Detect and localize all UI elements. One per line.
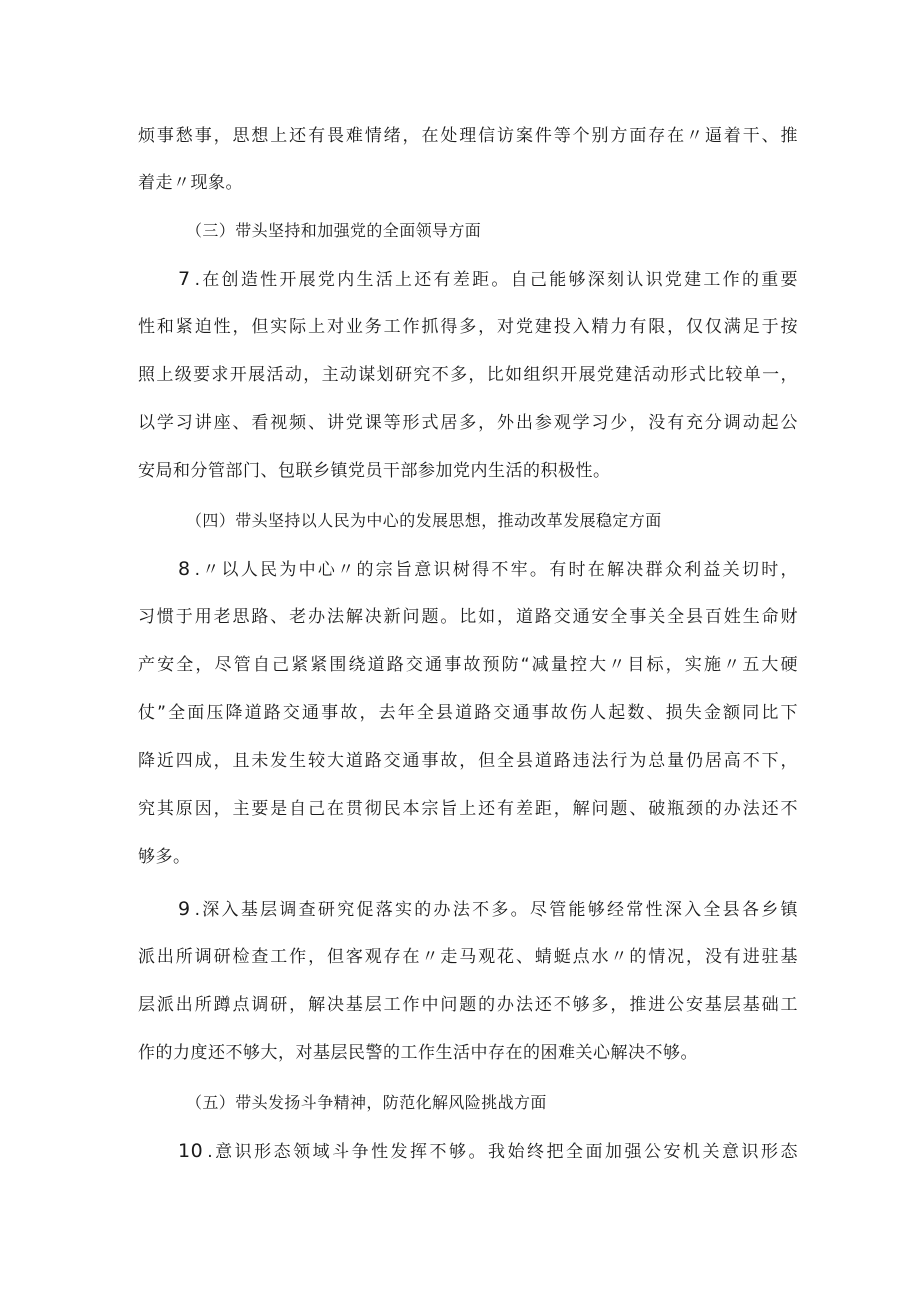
- paragraph-line: 烦事愁事，思想上还有畏难情绪，在处理信访案件等个别方面存在〃逼着干、推: [138, 126, 798, 146]
- paragraph-line: 究其原因，主要是自己在贯彻民本宗旨上还有差距，解问题、破瓶颈的办法还不: [138, 799, 798, 819]
- item-number: 9: [178, 898, 191, 920]
- section-heading: （五）带头发扬斗争精神，防范化解风险挑战方面: [186, 1093, 547, 1112]
- paragraph-line: 作的力度还不够大，对基层民警的工作生活中存在的困难关心解决不够。: [138, 1043, 698, 1063]
- paragraph-line: 7 .在创造性开展党内生活上还有差距。自己能够深刻认识党建工作的重要: [178, 268, 798, 290]
- paragraph-line: 降近四成，且未发生较大道路交通事故，但全县道路违法行为总量仍居高不下，: [138, 751, 798, 771]
- section-heading: （三）带头坚持和加强党的全面领导方面: [186, 221, 482, 240]
- paragraph-line: 着走〃现象。: [138, 173, 243, 193]
- paragraph-line: 照上级要求开展活动，主动谋划研究不多，比如组织开展党建活动形式比较单一，: [138, 365, 798, 385]
- paragraph-line: 层派出所蹲点调研，解决基层工作中问题的办法还不够多，推进公安基层基础工: [138, 995, 798, 1015]
- paragraph-line: 8 .〃以人民为中心〃的宗旨意识树得不牢。有时在解决群众利益关切时，: [178, 558, 798, 580]
- paragraph-line: 习惯于用老思路、老办法解决新问题。比如，道路交通安全事关全县百姓生命财: [138, 607, 798, 627]
- paragraph-line: 性和紧迫性，但实际上对业务工作抓得多，对党建投入精力有限，仅仅满足于按: [138, 317, 798, 337]
- item-number: 7: [178, 268, 191, 290]
- section-heading: （四）带头坚持以人民为中心的发展思想，推动改革发展稳定方面: [186, 511, 662, 530]
- paragraph-line: 9 .深入基层调查研究促落实的办法不多。尽管能够经常性深入全县各乡镇: [178, 898, 798, 920]
- paragraph-line: 产安全，尽管自己紧紧围绕道路交通事故预防“减量控大〃目标，实施〃五大硬: [138, 655, 798, 675]
- paragraph-line: 安局和分管部门、包联乡镇党员干部参加党内生活的积极性。: [138, 461, 611, 481]
- paragraph-line: 派出所调研检查工作，但客观存在〃走马观花、蜻蜓点水〃的情况，没有进驻基: [138, 947, 798, 967]
- paragraph-line: 仗”全面压降道路交通事故，去年全县道路交通事故伤人起数、损失金额同比下: [138, 703, 798, 723]
- item-number: 8: [178, 558, 191, 580]
- paragraph-line: 以学习讲座、看视频、讲党课等形式居多，外出参观学习少，没有充分调动起公: [138, 413, 798, 433]
- item-number: 10: [178, 1140, 204, 1162]
- paragraph-line: 10 .意识形态领域斗争性发挥不够。我始终把全面加强公安机关意识形态: [178, 1140, 798, 1162]
- paragraph-line: 够多。: [138, 847, 191, 867]
